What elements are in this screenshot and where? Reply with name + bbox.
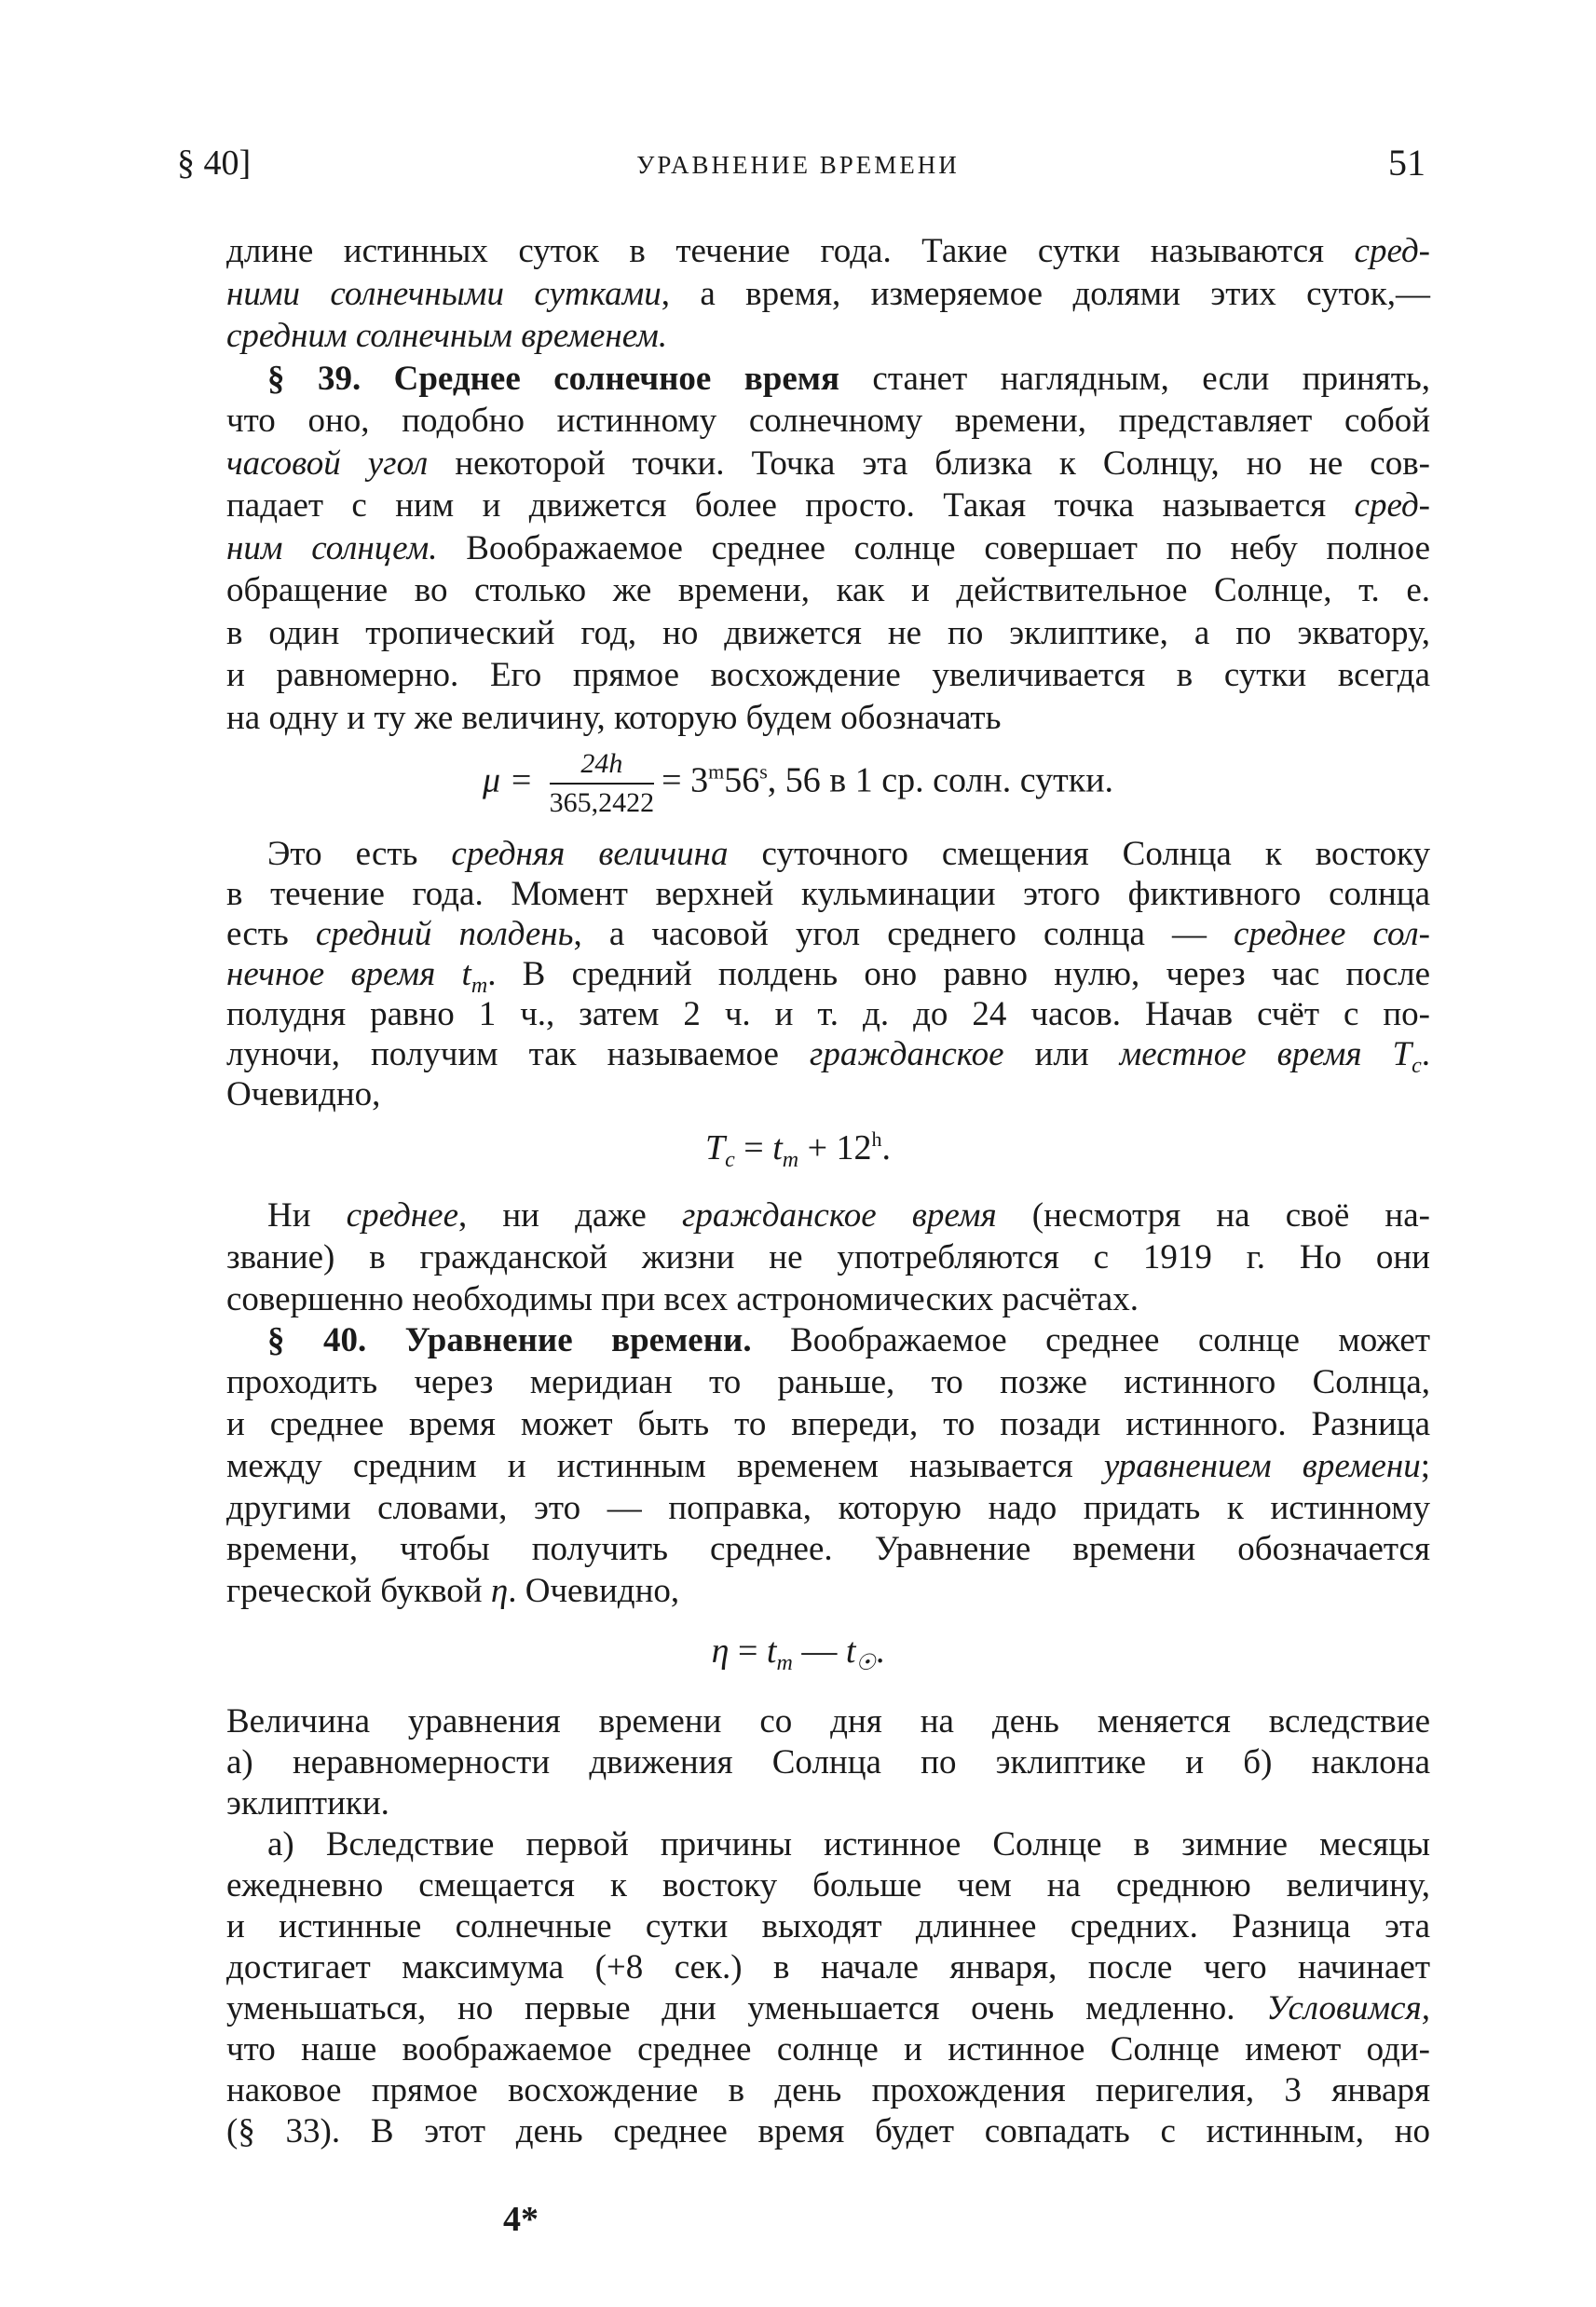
formula-mu-eq: = 3 bbox=[662, 760, 709, 800]
emphasis-text: среднее сол- bbox=[1234, 915, 1430, 953]
text-line bbox=[226, 1320, 1430, 1361]
text-segment: (несмотря на своё на- bbox=[996, 1196, 1430, 1235]
formula-symbol: η bbox=[711, 1631, 730, 1671]
emphasis-text: гражданское время bbox=[682, 1196, 997, 1235]
text-line bbox=[226, 1824, 1430, 1865]
text-segment: полудня равно 1 ч., затем 2 ч. и т. д. до 24 часов. Начав счёт с по- bbox=[226, 995, 1430, 1033]
text-segment: , ни даже bbox=[458, 1196, 682, 1235]
formula-mu-fraction bbox=[550, 745, 655, 822]
text-line bbox=[226, 1529, 1430, 1570]
text-segment: ; bbox=[1420, 1446, 1431, 1485]
formula-mu-lhs: μ = bbox=[482, 760, 534, 800]
formula-symbol: t bbox=[766, 1631, 777, 1671]
formula-symbol: = bbox=[734, 1128, 773, 1167]
text-segment: Очевидно, bbox=[226, 1075, 381, 1113]
emphasis-text: средняя величина bbox=[451, 835, 729, 873]
text-segment: , а часовой угол среднего солнца — bbox=[573, 915, 1235, 953]
text-segment: эклиптики. bbox=[226, 1784, 389, 1822]
text-line bbox=[226, 1865, 1430, 1906]
text-segment: совершенно необходимы при всех астрономических расчётах. bbox=[226, 1279, 1139, 1318]
emphasis-text: средний полдень bbox=[315, 915, 574, 953]
text-line bbox=[226, 1034, 1431, 1078]
text-line bbox=[226, 1701, 1430, 1742]
text-segment: (§ 33). В этот день среднее время будет совпадать с истинным, но bbox=[226, 2112, 1430, 2150]
text-line bbox=[226, 834, 1430, 875]
text-segment: достигает максимума (+8 сек.) в начале января, после чего начинает bbox=[226, 1948, 1430, 1986]
text-line bbox=[226, 1446, 1430, 1487]
text-segment: или bbox=[1003, 1035, 1120, 1073]
text-line bbox=[226, 1906, 1430, 1947]
text-segment: звание) в гражданской жизни не употребляются с 1919 г. Но они bbox=[226, 1237, 1430, 1276]
text-line bbox=[226, 1404, 1430, 1445]
emphasis-text: ними солнечными сутками bbox=[226, 274, 662, 313]
running-head-section: § 40] bbox=[177, 143, 252, 183]
text-line bbox=[226, 1074, 1430, 1115]
text-segment: в один тропический год, но движется не по эклиптике, а по экватору, bbox=[226, 613, 1430, 652]
formula-mu-minutes: m bbox=[708, 759, 725, 784]
text-line bbox=[226, 698, 1430, 739]
text-segment: что оно, подобно истинному солнечному времени, представляет собой bbox=[226, 402, 1430, 440]
text-segment: станет наглядным, если принять, bbox=[839, 359, 1430, 398]
text-segment: длине истинных суток в течение года. Такие сутки называются bbox=[226, 232, 1355, 270]
text-segment: что наше воображаемое среднее солнце и истинное Солнце имеют оди- bbox=[226, 2030, 1430, 2068]
text-segment: . Очевидно, bbox=[508, 1572, 680, 1611]
text-segment: c bbox=[1412, 1054, 1422, 1078]
text-segment: ежедневно смещается к востоку больше чем на среднюю величину, bbox=[226, 1866, 1430, 1904]
text-segment: суточного смещения Солнца к востоку bbox=[728, 835, 1430, 873]
text-segment: а) неравномерности движения Солнца по эклиптике и б) наклона bbox=[226, 1743, 1430, 1781]
text-line bbox=[226, 1783, 1430, 1824]
text-segment: греческой буквой bbox=[226, 1572, 491, 1611]
emphasis-text: часовой угол bbox=[226, 444, 429, 483]
formula-mu-seconds: s bbox=[759, 759, 768, 784]
text-segment: m bbox=[471, 974, 488, 998]
text-line bbox=[226, 655, 1430, 696]
text-line bbox=[226, 2029, 1430, 2070]
text-line bbox=[226, 914, 1430, 955]
text-line bbox=[226, 1742, 1430, 1783]
text-segment: обращение во столько же времени, как и действительное Солнце, т. е. bbox=[226, 571, 1430, 609]
signature-mark: 4* bbox=[503, 2200, 539, 2239]
running-head-title: УРАВНЕНИЕ ВРЕМЕНИ bbox=[636, 151, 960, 179]
emphasis-text: нечное время t bbox=[226, 955, 471, 993]
text-segment: Воображаемое среднее солнце может bbox=[751, 1321, 1430, 1360]
text-segment: луночи, получим так называемое bbox=[226, 1035, 810, 1073]
text-line bbox=[226, 1947, 1430, 1988]
formula-eta bbox=[0, 1631, 1596, 1676]
text-line bbox=[226, 231, 1430, 272]
text-line bbox=[226, 316, 1430, 357]
formula-symbol: m bbox=[776, 1651, 793, 1675]
text-line bbox=[226, 1571, 1430, 1612]
text-segment: и истинные солнечные сутки выходят длиннее средних. Разница эта bbox=[226, 1907, 1430, 1945]
emphasis-text: η bbox=[490, 1572, 509, 1611]
text-segment: Ни bbox=[267, 1196, 347, 1235]
formula-symbol: — bbox=[792, 1631, 846, 1671]
emphasis-text: гражданское bbox=[809, 1035, 1004, 1073]
text-line bbox=[226, 401, 1430, 442]
formula-symbol: t bbox=[772, 1128, 783, 1167]
text-line bbox=[226, 613, 1430, 654]
text-segment: в течение года. Момент верхней кульминации этого фиктивного солнца bbox=[226, 875, 1430, 913]
text-segment: . bbox=[1421, 1035, 1431, 1073]
formula-symbol: t bbox=[845, 1631, 856, 1671]
text-line bbox=[226, 1237, 1430, 1278]
emphasis-text: Условимся, bbox=[1266, 1989, 1430, 2027]
text-segment: и равномерно. Его прямое восхождение увеличивается в сутки всегда bbox=[226, 656, 1430, 694]
text-line bbox=[226, 2111, 1430, 2152]
formula-symbol: m bbox=[782, 1148, 799, 1172]
text-segment: Воображаемое среднее солнце совершает по небу полное bbox=[437, 528, 1430, 567]
formula-symbol: h bbox=[871, 1127, 882, 1151]
formula-symbol: T bbox=[704, 1128, 726, 1167]
section-heading: § 39. Среднее солнечное время bbox=[267, 359, 839, 398]
emphasis-text: средним солнечным временем. bbox=[226, 317, 668, 355]
formula-mu-mid: 56 bbox=[724, 760, 760, 800]
text-line bbox=[226, 528, 1430, 569]
formula-mu-numerator: 24h bbox=[550, 745, 655, 785]
text-segment: уменьшаться, но первые дни уменьшается очень медленно. bbox=[226, 1989, 1267, 2027]
text-line bbox=[226, 1362, 1430, 1403]
text-segment: времени, чтобы получить среднее. Уравнение времени обозначается bbox=[226, 1530, 1430, 1569]
emphasis-text: сред- bbox=[1354, 486, 1430, 525]
formula-symbol: + 12 bbox=[798, 1128, 872, 1167]
text-line bbox=[226, 874, 1430, 915]
page-number: 51 bbox=[1388, 142, 1425, 184]
text-line bbox=[226, 1195, 1430, 1236]
emphasis-text: среднее bbox=[346, 1196, 458, 1235]
formula-symbol: = bbox=[729, 1631, 767, 1671]
text-segment: некоторой точки. Точка эта близка к Солнцу, но не сов- bbox=[428, 444, 1430, 483]
section-heading: § 40. Уравнение времени. bbox=[267, 1321, 752, 1360]
formula-symbol: . bbox=[875, 1631, 885, 1671]
text-segment: есть bbox=[226, 915, 316, 953]
text-line bbox=[226, 359, 1430, 400]
text-line bbox=[226, 1488, 1430, 1529]
text-line bbox=[226, 570, 1430, 611]
text-segment: Величина уравнения времени со дня на день меняется вследствие bbox=[226, 1702, 1430, 1740]
text-line bbox=[226, 485, 1430, 526]
formula-civil-time bbox=[0, 1127, 1596, 1173]
formula-symbol: c bbox=[725, 1148, 735, 1172]
text-segment: а) Вследствие первой причины истинное Солнце в зимние месяцы bbox=[267, 1825, 1430, 1863]
formula-symbol: . bbox=[881, 1128, 892, 1167]
text-line bbox=[226, 444, 1430, 485]
text-segment: другими словами, это — поправка, которую надо придать к истинному bbox=[226, 1488, 1430, 1527]
emphasis-text: уравнением времени bbox=[1103, 1446, 1421, 1485]
text-segment: , а время, измеряемое долями этих суток,— bbox=[661, 274, 1430, 313]
text-line bbox=[226, 274, 1430, 315]
text-segment: проходить через меридиан то раньше, то позже истинного Солнца, bbox=[226, 1363, 1430, 1402]
text-segment: и среднее время может быть то впереди, то позади истинного. Разница bbox=[226, 1405, 1430, 1443]
text-segment: Это есть bbox=[267, 835, 452, 873]
formula-symbol: ☉ bbox=[855, 1651, 876, 1675]
emphasis-text: сред- bbox=[1354, 232, 1430, 270]
text-line bbox=[226, 1279, 1430, 1320]
text-line bbox=[226, 954, 1430, 998]
emphasis-text: ним солнцем. bbox=[226, 528, 438, 567]
formula-mu-rest: , 56 в 1 ср. солн. сутки. bbox=[767, 760, 1114, 800]
emphasis-text: местное время T bbox=[1119, 1035, 1412, 1073]
text-line bbox=[226, 2070, 1430, 2111]
text-segment: между средним и истинным временем называется bbox=[226, 1446, 1104, 1485]
text-line bbox=[226, 994, 1430, 1035]
text-segment: наковое прямое восхождение в день прохождения перигелия, 3 января bbox=[226, 2071, 1430, 2109]
formula-mu bbox=[0, 745, 1596, 822]
text-segment: падает с ним и движется более просто. Такая точка называется bbox=[226, 486, 1355, 525]
text-segment: на одну и ту же величину, которую будем обозначать bbox=[226, 698, 1002, 737]
text-line bbox=[226, 1988, 1430, 2029]
formula-mu-denominator: 365,2422 bbox=[549, 787, 655, 818]
text-segment: . В средний полдень оно равно нулю, через час после bbox=[487, 955, 1430, 993]
